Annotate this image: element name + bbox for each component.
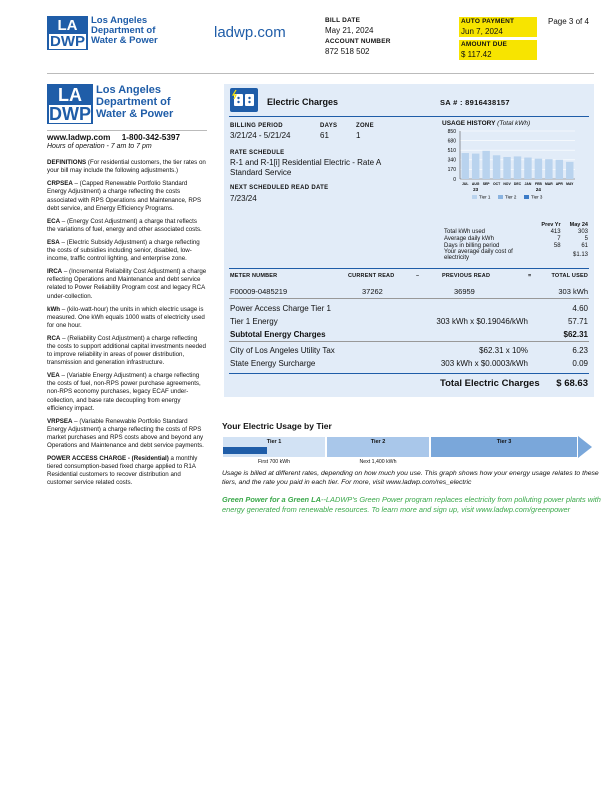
definition-text: – (Electric Subsidy Adjustment) a charge reflecting the costs of subsidies including senior, disabled, low-income, traffic control lighting, and enterprise zone.: [47, 238, 200, 263]
usage-row-label: Average daily kWh: [444, 235, 494, 242]
usage-bar: [535, 159, 542, 179]
tier3-segment: [430, 436, 578, 458]
usage-row-label: Your average daily cost of electricity: [444, 249, 513, 261]
usage-row: [444, 235, 588, 242]
charge-line: [230, 304, 588, 313]
usage-header-empty: [444, 221, 532, 228]
sidebar-logo-line1: Los Angeles: [96, 84, 161, 96]
legend-label: Tier 2: [505, 194, 517, 200]
y-tick-label: 340: [447, 157, 456, 164]
minus-sign: –: [416, 273, 420, 279]
legend-label: Tier 3: [531, 194, 543, 200]
tier2-segment: [326, 436, 430, 458]
service-account-number: SA # : 8916438157: [440, 98, 510, 107]
charge-line: [230, 346, 588, 355]
usage-bar: [462, 153, 469, 179]
year-label: 24: [535, 187, 541, 192]
equals-sign: =: [528, 273, 532, 279]
current-read: 37262: [362, 287, 383, 296]
usage-row-value: [532, 249, 561, 261]
account-number-label: ACCOUNT NUMBER: [325, 38, 391, 45]
electric-icon: [230, 88, 258, 112]
definition-term: ECA: [47, 217, 61, 225]
definition-item: [47, 159, 207, 175]
x-tick-label: APR: [555, 182, 563, 186]
charge-line-calc: 303 kWh x $0.19046/kWh: [436, 317, 528, 326]
tier1-fill: [223, 447, 267, 454]
meter-divider-bottom: [229, 298, 589, 299]
definition-item: [47, 306, 207, 330]
previous-read: 36959: [454, 287, 475, 296]
green-power-title: Green Power for a Green LA: [222, 495, 321, 504]
x-tick-label: OCT: [493, 182, 501, 186]
charge-line-amount: 57.71: [567, 317, 588, 326]
usage-row-value: 61: [581, 242, 588, 249]
usage-bar: [545, 159, 552, 179]
tier1-sub: First 700 kWh: [258, 459, 290, 465]
amount-due: $ 117.42: [459, 49, 537, 60]
header-logo: [47, 16, 158, 50]
logo-la: LA: [57, 16, 78, 34]
definition-text: – (Variable Energy Adjustment) a charge reflecting the costs of fuel, non-RPS power purchase agreements, non-RPS economy purchases, legacy ECAF under-collection, and base rate decoupling from energy efficiency impact.: [47, 372, 201, 412]
year-label: 23: [473, 187, 479, 192]
charge-line-calc: [388, 330, 528, 339]
usage-row-value: 58: [553, 242, 561, 249]
x-tick-label: FEB: [535, 182, 542, 186]
definition-term: ESA: [47, 238, 60, 246]
x-tick-label: NOV: [503, 182, 511, 186]
rate-schedule-line2: Standard Service: [230, 168, 292, 177]
definition-text: – (Energy Cost Adjustment) a charge that reflects the variations of fuel, energy and other associated costs.: [47, 217, 202, 233]
amount-due-label: AMOUNT DUE: [459, 40, 537, 49]
logo-line3: Water & Power: [91, 35, 158, 46]
bill-date-block: [325, 17, 391, 56]
x-tick-label: DEC: [513, 182, 522, 186]
legend-swatch: [524, 195, 529, 199]
header-divider: [47, 73, 594, 74]
usage-header-current: May 24: [569, 221, 588, 228]
charge-line-label: City of Los Angeles Utility Tax: [230, 346, 335, 355]
usage-bar: [472, 154, 479, 179]
auto-payment-date: Jun 7, 2024: [459, 26, 537, 37]
definition-term: VEA: [47, 372, 60, 380]
billing-period-label: BILLING PERIOD: [230, 123, 283, 129]
sidebar-contact[interactable]: www.ladwp.com 1-800-342-5397: [47, 130, 207, 142]
usage-bar: [566, 162, 573, 179]
definition-item: [47, 180, 207, 212]
definition-text: – (Variable Renewable Portfolio Standard Energy Adjustment) a charge reflecting the costs of RPS market purchases and RPS costs above and beyond any Operations and Maintenance and debt service payments.: [47, 417, 204, 449]
x-tick-label: MAY: [566, 182, 574, 186]
usage-row-value: 5: [584, 235, 588, 242]
total-divider: [229, 373, 589, 374]
y-tick-label: 170: [447, 167, 456, 174]
tier3-label: Tier 3: [496, 439, 512, 445]
current-read-header: CURRENT READ: [348, 273, 395, 279]
account-number: 872 518 502: [325, 47, 370, 56]
definition-term: RCA: [47, 334, 61, 342]
usage-history-title: [442, 120, 530, 127]
tier-bar: [222, 436, 592, 458]
sidebar-hours: Hours of operation - 7 am to 7 pm: [47, 143, 152, 151]
charge-line-amount: 4.60: [572, 304, 588, 313]
meter-number-header: METER NUMBER: [230, 273, 278, 279]
sidebar-logo: [47, 84, 207, 124]
sidebar-logo-line2: Department of: [96, 96, 171, 108]
usage-history-chart: [434, 128, 580, 212]
usage-row: [444, 249, 588, 261]
definition-term: POWER ACCESS CHARGE - (Residential): [47, 455, 169, 463]
sidebar-logo-line3: Water & Power: [96, 108, 174, 120]
total-electric-label: Total Electric Charges: [440, 378, 540, 389]
x-tick-label: MAR: [544, 182, 553, 186]
definition-term: DEFINITIONS: [47, 159, 87, 167]
charge-line: [230, 330, 588, 339]
usage-row: [444, 228, 588, 235]
y-tick-label: 680: [447, 138, 456, 145]
usage-bar: [482, 151, 489, 179]
usage-row-value: 303: [577, 228, 588, 235]
charge-line-calc: 303 kWh x $0.0003/kWh: [440, 359, 528, 368]
bill-date-label: BILL DATE: [325, 17, 361, 24]
logo-line1: Los Angeles: [91, 15, 148, 26]
rate-schedule-line1: R-1 and R-1[i] Residential Electric - Rate A: [230, 158, 382, 167]
definition-term: CRPSEA: [47, 180, 73, 188]
usage-row-value: 7: [557, 235, 561, 242]
usage-history-label: USAGE HISTORY: [442, 120, 496, 127]
meter-divider-top: [229, 268, 589, 269]
definition-text: a monthly tiered consumption-based fixed charge applied to R1A Residential customers to recover distribution and customer service related costs.: [47, 455, 198, 487]
definition-item: [47, 335, 207, 367]
logo-dwp: DWP: [50, 32, 85, 50]
usage-history-unit: (Total kWh): [497, 120, 531, 127]
electric-charges-panel: [224, 84, 594, 397]
definition-item: [47, 218, 207, 234]
definition-item: [47, 372, 207, 412]
charge-line-label: Tier 1 Energy: [230, 317, 278, 326]
sidebar-logo-la: LA: [58, 84, 82, 105]
tier1-label: Tier 1: [266, 439, 282, 445]
charge-line-label: State Energy Surcharge: [230, 359, 316, 368]
definition-text: – (kilo-watt-hour) the units in which electric usage is measured. One kWh equals 1000 watts of electricity used for one hour.: [47, 305, 205, 329]
rate-schedule-label: RATE SCHEDULE: [230, 150, 285, 156]
usage-bar: [524, 158, 531, 179]
billing-period: 3/21/24 - 5/21/24: [230, 131, 291, 140]
charge-line-label: Subtotal Energy Charges: [230, 330, 326, 339]
x-tick-label: JAN: [524, 182, 532, 186]
tier1-segment: [222, 436, 326, 458]
usage-table-header: [444, 221, 588, 228]
page-number: Page 3 of 4: [548, 17, 589, 26]
usage-row-label: Days in billing period: [444, 242, 500, 249]
legend-swatch: [498, 195, 503, 199]
total-used-header: TOTAL USED: [551, 273, 588, 279]
meter-number: F00009-0485219: [230, 287, 288, 296]
definition-text: – (Reliability Cost Adjustment) a charge reflecting the costs to support additional capital investments needed to improve reliability in areas of power distribution, transmission and generation infrastructure.: [47, 334, 206, 367]
definition-term: kWh: [47, 305, 61, 313]
days: 61: [320, 131, 329, 140]
charge-line-calc: $62.31 x 10%: [479, 346, 528, 355]
next-read: 7/23/24: [230, 194, 257, 203]
usage-row-value: 413: [550, 228, 561, 235]
days-label: DAYS: [320, 123, 338, 129]
usage-header-prev-yr: Prev Yr: [541, 221, 561, 228]
next-read-label: NEXT SCHEDULED READ DATE: [230, 185, 329, 191]
title-divider: [229, 116, 589, 117]
x-tick-label: SEP: [482, 182, 490, 186]
legend-label: Tier 1: [479, 194, 491, 200]
usage-bar: [503, 157, 510, 179]
green-power-block: [222, 495, 602, 515]
header-website[interactable]: ladwp.com: [214, 24, 286, 41]
y-tick-label: 850: [447, 128, 456, 135]
charge-line-amount: 6.23: [572, 346, 588, 355]
definition-item: [47, 239, 207, 263]
previous-read-header: PREVIOUS READ: [442, 273, 491, 279]
charge-line-calc: [388, 304, 528, 313]
usage-row-label: Total kWh used: [444, 228, 486, 235]
logo-line2: Department of: [91, 25, 156, 36]
definition-text: – (Incremental Reliability Cost Adjustment) a charge reflecting Operations and Maintenance and debt service related to Power Reliability Program cost and legacy RCA under-collection.: [47, 268, 207, 300]
usage-row-value: $1.13: [572, 252, 588, 258]
zone: 1: [356, 131, 361, 140]
charge-line-amount: 0.09: [572, 359, 588, 368]
subtotal-divider: [229, 341, 589, 342]
definition-term: VRPSEA: [47, 417, 73, 425]
x-tick-label: JUL: [462, 182, 469, 186]
y-tick-label: 510: [447, 148, 456, 154]
total-used: 303 kWh: [558, 287, 588, 296]
definition-item: [47, 418, 207, 450]
y-tick-label: 0: [453, 176, 456, 183]
usage-row: [444, 242, 588, 249]
definition-text: (For residential customers, the tier rates on your bill may include the following adjustments.): [47, 159, 206, 175]
charge-line-amount: $62.31: [563, 330, 588, 339]
tier2-label: Tier 2: [370, 439, 386, 445]
sidebar: [47, 84, 207, 492]
definition-item: [47, 455, 207, 487]
tier2-sub: Next 1,400 kWh: [359, 459, 397, 465]
usage-bar: [493, 155, 500, 179]
bill-date: May 21, 2024: [325, 26, 374, 35]
charge-line: [230, 359, 588, 368]
usage-table: [444, 221, 588, 261]
definition-term: IRCA: [47, 268, 63, 276]
tier-note: Usage is billed at different rates, depending on how much you use. This graph shows how your energy usage relates to these tiers, and the rate you paid in each tier. For more, visit www.ladwp.com/res_electric: [222, 470, 599, 486]
tier-arrow-icon: [578, 436, 592, 458]
definitions-list: [47, 159, 207, 487]
charge-line-label: Power Access Charge Tier 1: [230, 304, 331, 313]
charge-line: [230, 317, 588, 326]
legend-swatch: [472, 195, 477, 199]
auto-payment-label: AUTO PAYMENT: [459, 17, 537, 26]
usage-tier-title: Your Electric Usage by Tier: [222, 421, 332, 431]
usage-bar: [556, 160, 563, 179]
total-electric-amount: $ 68.63: [556, 378, 588, 389]
usage-bar: [514, 156, 521, 179]
zone-label: ZONE: [356, 123, 374, 129]
electric-charges-title: Electric Charges: [267, 97, 339, 107]
definition-item: [47, 268, 207, 300]
green-power-text[interactable]: --LADWP's Green Power program replaces electricity from polluting power plants with energy generated from renewable resources. To learn more and sign up, visit www.ladwp.com/greenpower: [222, 495, 601, 514]
sidebar-logo-dwp: DWP: [49, 103, 91, 124]
payment-block: [459, 17, 537, 60]
x-tick-label: AUG: [471, 182, 480, 186]
definition-text: – (Capped Renewable Portfolio Standard Energy Adjustment) a charge reflecting the costs associated with RPS Operations and Maintenance, RPS debt service, and Energy Efficiency Programs.: [47, 180, 202, 212]
